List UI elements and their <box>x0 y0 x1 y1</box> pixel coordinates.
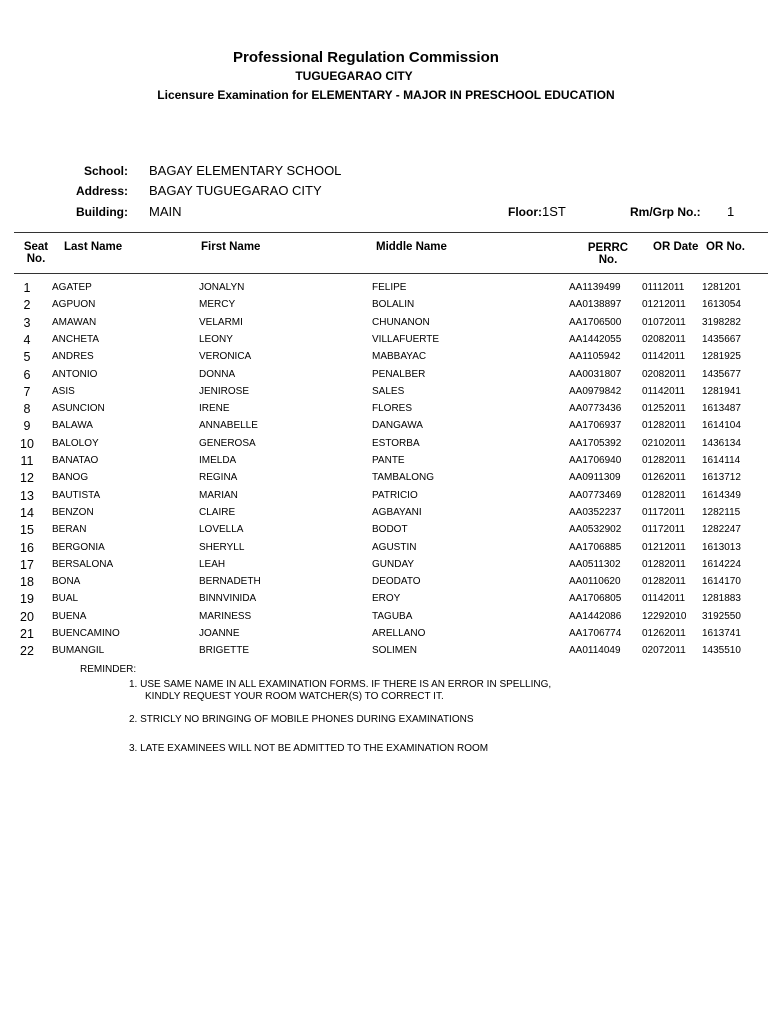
reminder-item-2: 2. STRICLY NO BRINGING OF MOBILE PHONES DURING EXAMINATIONS <box>129 714 474 725</box>
or-number: 1614170 <box>702 576 741 588</box>
city-heading: TUGUEGARAO CITY <box>295 69 413 83</box>
middle-name: EROY <box>372 593 401 605</box>
building-value: MAIN <box>149 204 182 219</box>
floor-value: 1ST <box>542 204 566 219</box>
or-number: 1613487 <box>702 403 741 415</box>
table-row <box>0 628 768 645</box>
seat-number: 7 <box>23 384 31 399</box>
table-row <box>0 645 768 662</box>
table-row <box>0 420 768 437</box>
or-date: 01212011 <box>642 299 686 311</box>
header-perrc-line2: No. <box>598 254 618 266</box>
last-name: BERAN <box>52 524 87 536</box>
first-name: BRIGETTE <box>199 645 250 657</box>
last-name: BERSALONA <box>52 558 114 570</box>
seat-number: 8 <box>23 402 31 417</box>
reminder-label: REMINDER: <box>80 664 137 675</box>
or-date: 01142011 <box>642 593 686 605</box>
header-last-name: Last Name <box>64 241 123 253</box>
address-label: Address: <box>75 184 128 198</box>
table-row <box>0 351 768 368</box>
or-date: 01142011 <box>642 351 686 363</box>
perrc-number: AA0352237 <box>569 506 622 518</box>
table-row <box>0 334 768 351</box>
building-label: Building: <box>76 205 128 219</box>
or-date: 02082011 <box>642 333 686 345</box>
last-name: BANATAO <box>52 455 99 466</box>
or-number: 3198282 <box>702 316 741 328</box>
middle-name: BODOT <box>372 524 408 536</box>
perrc-number: AA1706500 <box>569 316 622 328</box>
table-row <box>0 299 768 316</box>
reminder-item-1-line2: KINDLY REQUEST YOUR ROOM WATCHER(S) TO CORRECT IT. <box>145 691 444 702</box>
perrc-number: AA1442086 <box>569 610 622 622</box>
middle-name: BOLALIN <box>372 299 415 311</box>
last-name: BALAWA <box>52 420 93 432</box>
last-name: BUENA <box>52 610 87 622</box>
table-row <box>0 507 768 524</box>
or-date: 01282011 <box>642 576 686 588</box>
or-number: 1614104 <box>702 420 741 432</box>
perrc-number: AA1139499 <box>569 282 621 293</box>
perrc-number: AA0138897 <box>569 299 622 311</box>
header-first-name: First Name <box>201 241 261 253</box>
last-name: BERGONIA <box>52 541 105 553</box>
seat-number: 3 <box>23 315 31 330</box>
or-number: 1435677 <box>702 368 741 380</box>
last-name: BALOLOY <box>52 437 99 449</box>
perrc-number: AA1706937 <box>569 420 622 432</box>
perrc-number: AA0979842 <box>569 385 622 397</box>
table-row <box>0 472 768 489</box>
last-name: BENZON <box>52 506 94 518</box>
or-date: 01142011 <box>642 385 686 397</box>
first-name: LOVELLA <box>199 524 244 536</box>
or-date: 12292010 <box>642 610 687 622</box>
or-date: 01262011 <box>642 628 686 639</box>
perrc-number: AA0773436 <box>569 403 622 415</box>
school-label: School: <box>84 164 128 178</box>
reminder-item-3: 3. LATE EXAMINEES WILL NOT BE ADMITTED TO THE EXAMINATION ROOM <box>129 743 489 754</box>
school-value: BAGAY ELEMENTARY SCHOOL <box>149 163 342 178</box>
first-name: BERNADETH <box>199 576 261 588</box>
or-date: 01172011 <box>642 506 686 518</box>
or-date: 01072011 <box>642 316 686 328</box>
perrc-number: AA0110620 <box>569 576 621 588</box>
seat-number: 4 <box>23 332 31 347</box>
middle-name: ARELLANO <box>372 628 426 639</box>
or-date: 01262011 <box>642 472 686 484</box>
first-name: BINNVINIDA <box>199 593 257 605</box>
middle-name: FLORES <box>372 403 413 415</box>
seat-number: 22 <box>20 644 34 659</box>
perrc-number: AA1105942 <box>569 351 621 363</box>
first-name: MARINESS <box>199 610 252 622</box>
first-name: LEAH <box>199 558 226 570</box>
first-name: GENEROSA <box>199 437 256 449</box>
middle-name: MABBAYAC <box>372 351 427 363</box>
middle-name: TAGUBA <box>372 610 413 622</box>
table-row <box>0 593 768 610</box>
first-name: MERCY <box>199 299 236 311</box>
or-number: 1614224 <box>702 558 741 570</box>
floor-label: Floor: <box>508 205 542 219</box>
middle-name: DEODATO <box>372 576 421 588</box>
last-name: ANDRES <box>52 351 94 363</box>
last-name: ASIS <box>52 385 75 397</box>
exam-heading: Licensure Examination for ELEMENTARY - MAJOR IN PRESCHOOL EDUCATION <box>157 88 615 102</box>
first-name: SHERYLL <box>199 541 245 553</box>
table-row <box>0 282 768 299</box>
table-row <box>0 403 768 420</box>
or-number: 1281925 <box>702 351 741 363</box>
table-top-rule <box>14 232 768 233</box>
or-number: 1613712 <box>702 472 741 484</box>
seat-number: 5 <box>23 350 31 365</box>
header-or-no: OR No. <box>706 241 745 253</box>
middle-name: SOLIMEN <box>372 645 418 657</box>
seat-number: 13 <box>20 488 34 503</box>
seat-number: 20 <box>20 609 34 624</box>
last-name: BUAL <box>52 593 79 605</box>
first-name: JOANNE <box>199 628 240 639</box>
or-number: 1614349 <box>702 489 741 501</box>
reminder-item-1-line1: 1. USE SAME NAME IN ALL EXAMINATION FORMS. IF THERE IS AN ERROR IN SPELLING, <box>129 679 552 690</box>
address-value: BAGAY TUGUEGARAO CITY <box>149 183 322 198</box>
middle-name: PATRICIO <box>372 489 418 501</box>
seat-number: 6 <box>23 367 31 382</box>
last-name: BONA <box>52 576 81 588</box>
last-name: BAUTISTA <box>52 489 101 501</box>
last-name: ANTONIO <box>52 368 98 380</box>
table-row <box>0 386 768 403</box>
perrc-number: AA0532902 <box>569 524 622 536</box>
middle-name: CHUNANON <box>372 316 430 328</box>
last-name: AGATEP <box>52 282 92 293</box>
or-number: 1435510 <box>702 645 741 657</box>
first-name: VERONICA <box>199 351 252 363</box>
or-date: 01282011 <box>642 489 686 501</box>
seat-number: 11 <box>20 454 34 468</box>
or-number: 1282115 <box>702 506 741 518</box>
or-date: 01282011 <box>642 420 686 432</box>
table-row <box>0 576 768 593</box>
last-name: AMAWAN <box>52 316 97 328</box>
seat-number: 17 <box>20 557 34 572</box>
table-row <box>0 559 768 576</box>
perrc-number: AA1706774 <box>569 628 622 639</box>
first-name: MARIAN <box>199 489 238 501</box>
first-name: ANNABELLE <box>199 420 258 432</box>
middle-name: VILLAFUERTE <box>372 333 440 345</box>
header-seat-line1: Seat <box>23 241 49 253</box>
last-name: ASUNCION <box>52 403 105 415</box>
first-name: LEONY <box>199 333 233 345</box>
or-number: 1614114 <box>702 455 741 466</box>
perrc-number: AA0511302 <box>569 558 621 570</box>
first-name: CLAIRE <box>199 506 236 518</box>
perrc-number: AA0911309 <box>569 472 621 484</box>
header-or-date: OR Date <box>653 241 699 253</box>
middle-name: PENALBER <box>372 368 426 380</box>
table-header-rule <box>14 273 768 274</box>
seat-number: 2 <box>23 298 31 313</box>
or-number: 1282247 <box>702 524 741 536</box>
or-number: 3192550 <box>702 610 741 622</box>
last-name: BUENCAMINO <box>52 628 120 639</box>
last-name: BUMANGIL <box>52 645 105 657</box>
seat-number: 21 <box>20 627 34 641</box>
middle-name: PANTE <box>372 455 405 466</box>
seat-number: 10 <box>20 436 34 451</box>
first-name: JENIROSE <box>199 385 250 397</box>
first-name: IMELDA <box>199 455 237 466</box>
header-middle-name: Middle Name <box>376 241 447 253</box>
header-perrc <box>584 242 632 266</box>
first-name: IRENE <box>199 403 230 415</box>
or-number: 1281883 <box>702 593 741 605</box>
middle-name: GUNDAY <box>372 558 415 570</box>
seat-number: 15 <box>20 523 34 538</box>
or-number: 1613741 <box>702 628 741 639</box>
seat-number: 12 <box>20 471 34 486</box>
middle-name: FELIPE <box>372 282 407 293</box>
perrc-number: AA0773469 <box>569 489 622 501</box>
or-number: 1435667 <box>702 333 741 345</box>
table-row <box>0 455 768 472</box>
or-date: 01172011 <box>642 524 686 536</box>
seat-number: 18 <box>20 575 34 590</box>
middle-name: ESTORBA <box>372 437 420 449</box>
last-name: AGPUON <box>52 299 96 311</box>
first-name: DONNA <box>199 368 236 380</box>
seat-number: 16 <box>20 540 34 555</box>
middle-name: SALES <box>372 385 405 397</box>
document-title: Professional Regulation Commission <box>233 49 499 66</box>
first-name: JONALYN <box>199 282 245 293</box>
table-row <box>0 438 768 455</box>
or-date: 01282011 <box>642 558 686 570</box>
reminder-item-1 <box>129 679 551 703</box>
or-number: 1281941 <box>702 385 741 397</box>
perrc-number: AA1706805 <box>569 593 622 605</box>
table-row <box>0 369 768 386</box>
table-row <box>0 611 768 628</box>
perrc-number: AA0031807 <box>569 368 622 380</box>
room-value: 1 <box>727 204 735 219</box>
middle-name: TAMBALONG <box>372 472 435 484</box>
last-name: BANOG <box>52 472 89 484</box>
perrc-number: AA1706885 <box>569 541 622 553</box>
first-name: VELARMI <box>199 316 243 328</box>
or-date: 01212011 <box>642 541 686 553</box>
seat-number: 19 <box>20 592 34 607</box>
table-row <box>0 490 768 507</box>
or-date: 01112011 <box>642 282 685 293</box>
room-label: Rm/Grp No.: <box>630 205 701 219</box>
or-number: 1613013 <box>702 541 741 553</box>
or-number: 1436134 <box>702 437 741 449</box>
or-number: 1281201 <box>702 282 741 293</box>
first-name: REGINA <box>199 472 238 484</box>
or-date: 01252011 <box>642 403 686 415</box>
perrc-number: AA1705392 <box>569 437 622 449</box>
perrc-number: AA0114049 <box>569 645 621 657</box>
or-date: 02082011 <box>642 368 686 380</box>
seat-number: 9 <box>23 419 31 434</box>
table-row <box>0 524 768 541</box>
last-name: ANCHETA <box>52 333 100 345</box>
table-row <box>0 542 768 559</box>
floor-field <box>508 204 566 219</box>
header-seat <box>14 241 58 265</box>
or-date: 01282011 <box>642 455 686 466</box>
table-row <box>0 317 768 334</box>
or-number: 1613054 <box>702 299 741 311</box>
middle-name: AGBAYANI <box>372 506 422 518</box>
middle-name: DANGAWA <box>372 420 423 432</box>
header-seat-line2: No. <box>26 253 46 265</box>
or-date: 02072011 <box>642 645 686 657</box>
middle-name: AGUSTIN <box>372 541 417 553</box>
perrc-number: AA1706940 <box>569 455 622 466</box>
seat-number: 1 <box>23 281 31 295</box>
seat-number: 14 <box>20 505 34 520</box>
or-date: 02102011 <box>642 437 686 449</box>
header-perrc-line1: PERRC <box>587 242 629 254</box>
perrc-number: AA1442055 <box>569 333 622 345</box>
